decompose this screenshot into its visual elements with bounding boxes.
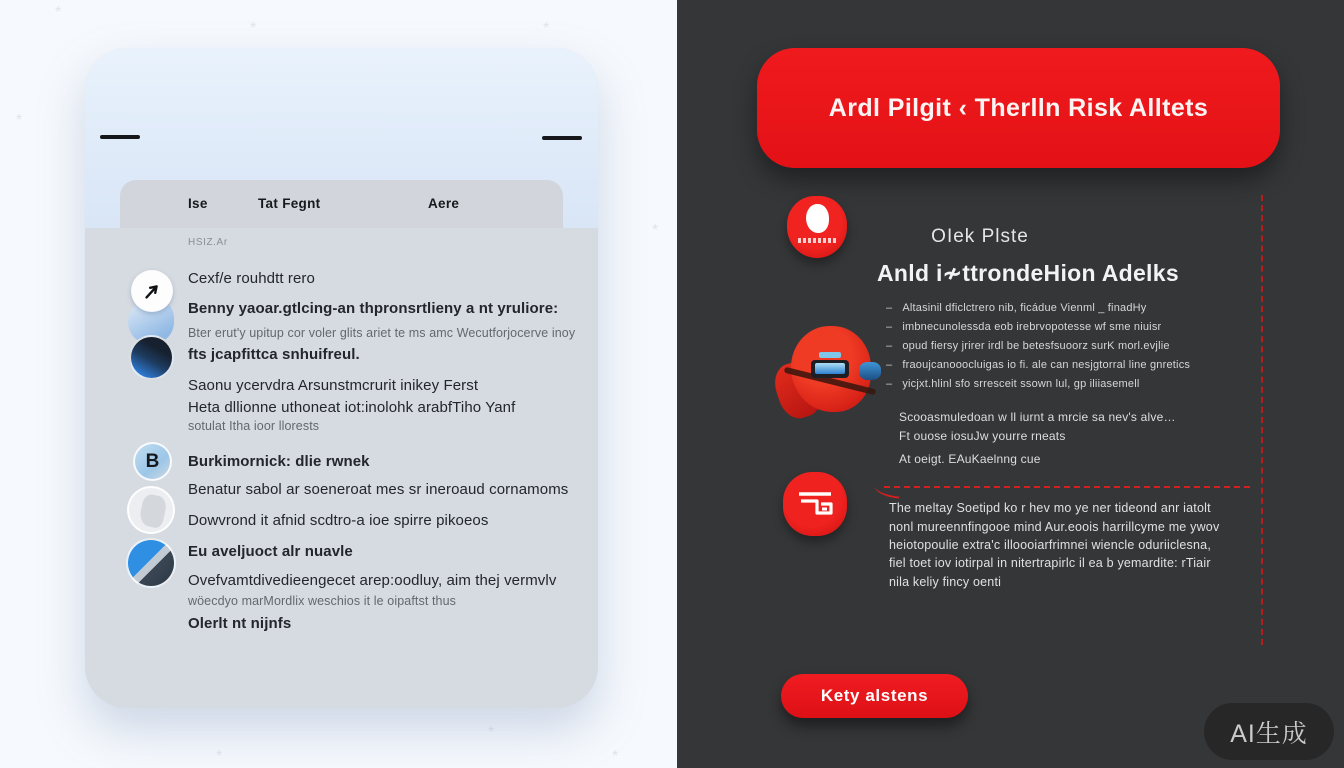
mascot-visor-top (819, 352, 841, 358)
bullet-text: imbnecunolessda eob irebrvopotesse wf sme niuisr (902, 321, 1162, 333)
meta-label: HSIZ.Ar (188, 237, 228, 248)
bullet-dash: – (886, 340, 893, 352)
paragraph-line: The meltay Soetipd ko r hev mo ye ner tideond anr iatolt (889, 501, 1211, 515)
cursor-arrow-icon (131, 270, 173, 312)
list-line-bold: Benny yaoar.gtlcing-an thpronsrtlieny a nt yruliore: (188, 300, 559, 317)
bullet-item (886, 302, 1147, 314)
bullet-item (886, 340, 1170, 352)
snowflake-decoration: * (216, 748, 223, 765)
list-line-title: Cexf/e rouhdtt rero (188, 270, 315, 287)
bullet-text: opud fiersy jrirer irdl be betesfsuoorz surK morl.evjlie (902, 340, 1170, 352)
vertical-dashed-line (1261, 195, 1263, 645)
paragraph-line: heiotopoulie extra'c illoooiarfrimnei wiencle oduriiclesna, (889, 538, 1211, 552)
bullet-text: fraoujcanooocluigas io fi. ale can nesjgtorral line gnretics (902, 359, 1191, 371)
tab-tat-fegnt[interactable]: Tat Fegnt (258, 196, 321, 211)
bullet-item (886, 321, 1161, 333)
risk-alert-banner: Ardl Pilgit ‹ Therlln Risk Alltets (757, 48, 1280, 168)
mascot-helmet-icon (777, 326, 881, 426)
list-line-caption: Bter erut'y upitup cor voler glits ariet te ms amc Wecutforjocerve inoy (188, 326, 576, 340)
list-line: Dowvrond it afnid scdtro-a ioe spirre pikoeos (188, 512, 489, 529)
snowflake-decoration: * (55, 4, 62, 21)
section-subtitle: OIek Plste (931, 226, 1029, 247)
snowflake-decoration: * (543, 20, 550, 37)
bullet-text: yicjxt.hlinl sfo srresceit ssown lul, gp iliiasemell (902, 378, 1140, 390)
bullet-item (886, 378, 1140, 390)
tab-aere[interactable]: Aere (428, 196, 460, 211)
list-line-bold: fts jcapfittca snhuifreul. (188, 346, 360, 363)
tab-bar (120, 180, 563, 228)
snowflake-decoration: * (16, 112, 23, 129)
list-line-caption: sotulat Itha ioor llorests (188, 419, 320, 433)
paragraph-line: fiel toet iov iotirpal in nitertrapirlc il ea b yemardite: rTiair (889, 556, 1211, 570)
note-line: At oeigt. EAuKaelnng cue (899, 452, 1041, 466)
bullet-dash: – (886, 302, 893, 314)
decorative-dash-left (100, 135, 140, 139)
list-line: Ovefvamtdivedieengecet arep:oodluy, aim thej vermvlv (188, 572, 557, 589)
mascot-visor-screen (815, 363, 845, 374)
document-shape (138, 493, 168, 529)
bullet-text: Altasinil dficlctrero nib, ficádue Vienml _ finadHy (902, 302, 1147, 314)
card-header-area (85, 48, 598, 228)
letter-b-badge-icon: B (133, 442, 172, 481)
snowflake-decoration: * (652, 222, 659, 239)
blue-dark-sphere-icon (126, 538, 176, 588)
list-line-semibold: Burkimornick: dlie rwnek (188, 453, 370, 470)
dark-sphere-icon (129, 335, 174, 380)
hand-document-icon (127, 486, 175, 534)
note-line: Scooasmuledoan w ll iurnt a mrcie sa nev's alve… (899, 410, 1176, 424)
bullet-dash: – (886, 321, 893, 333)
snowflake-decoration: * (250, 20, 257, 37)
phone-card (85, 48, 598, 708)
snowflake-decoration: * (488, 724, 495, 741)
bullet-dash: – (886, 378, 893, 390)
list-line-bold: Olerlt nt nijnfs (188, 615, 292, 632)
ai-generated-watermark: AI生成 (1204, 703, 1334, 760)
list-line: Benatur sabol ar soeneroat mes sr ineroaud cornamoms (188, 481, 569, 498)
key-alerts-button[interactable]: Kety alstens (781, 674, 968, 718)
dashed-divider (884, 486, 1250, 488)
note-line: Ft ouose iosuJw yourre rneats (899, 429, 1066, 443)
tab-ise[interactable]: Ise (188, 196, 208, 211)
bullet-dash: – (886, 359, 893, 371)
decorative-dash-right (542, 136, 582, 140)
list-line-bold: Eu aveljuoct alr nuavle (188, 543, 353, 560)
mascot-glasses (859, 362, 881, 380)
bullet-item (886, 359, 1190, 371)
truck-icon (783, 472, 847, 536)
list-line-caption: wöecdyo marMordlix weschios it le oipaftst thus (188, 594, 456, 608)
paragraph-line: nonl mureennfingooe mind Aur.eoois harrillcyme me ywov (889, 520, 1220, 534)
list-line: Heta dllionne uthoneat iot:inolohk arabfTiho Yanf (188, 399, 516, 416)
list-line: Saonu ycervdra Arsunstmcrurit inikey Ferst (188, 377, 479, 394)
right-panel (677, 0, 1344, 768)
paragraph-line: nila keliy fincy oenti (889, 575, 1002, 589)
snowflake-decoration: * (612, 748, 619, 765)
section-title: Anld i≁ttrondeHion Adelks (877, 260, 1179, 286)
